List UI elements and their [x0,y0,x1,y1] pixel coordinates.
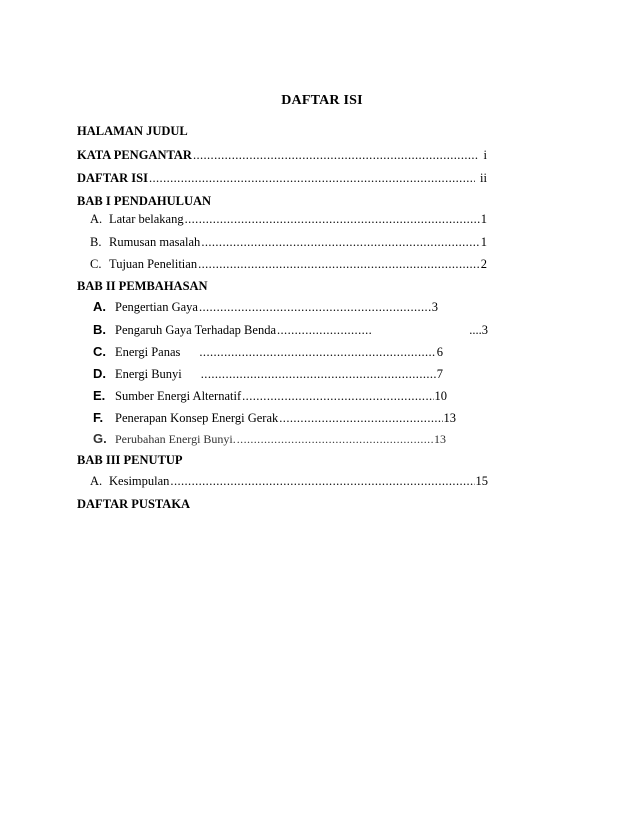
toc-chapter-label: BAB II PEMBAHASAN [77,279,208,293]
toc-leader-dots [198,256,480,272]
toc-item-label: Latar belakang [109,212,184,226]
toc-label: DAFTAR ISI [77,171,148,185]
toc-entry-daftar-isi [77,170,487,186]
toc-item [93,322,488,338]
toc-item-letter: C. [93,344,106,359]
toc-item-letter: A. [93,299,106,314]
toc-chapter-bab1 [77,193,211,209]
page-title: DAFTAR ISI [281,93,363,108]
toc-item-label: Perubahan Energi Bunyi. [115,432,236,446]
toc-item-label: Tujuan Penelitian [109,257,198,271]
toc-item [93,388,447,404]
toc-item [90,234,487,250]
toc-item-label: Penerapan Konsep Energi Gerak [115,411,279,425]
toc-entry-halaman-judul [77,123,188,139]
toc-leader-dots [193,147,479,163]
toc-item-letter: A. [90,212,103,226]
toc-page-number: 7 [436,367,443,381]
toc-chapter-label: BAB III PENUTUP [77,453,183,467]
toc-item-label: Rumusan masalah [109,235,201,249]
toc-page-number: 10 [434,389,447,403]
toc-page-number: i [483,148,487,162]
toc-item-letter: B. [90,235,102,249]
toc-item-label: Kesimpulan [109,474,170,488]
toc-page-number: ii [480,171,487,185]
toc-chapter-bab2 [77,278,208,294]
toc-page-number: 2 [480,257,487,271]
toc-item-letter: D. [93,366,106,381]
toc-item-letter: G. [93,431,107,446]
toc-leader-dots [277,322,373,338]
toc-item-label: Energi Panas [115,345,181,359]
toc-item-letter: E. [93,388,106,403]
toc-item [93,410,456,426]
toc-leader-dots [199,344,435,360]
toc-page-number: 3 [431,300,438,314]
toc-entry-daftar-pustaka [77,496,190,512]
toc-chapter-label: BAB I PENDAHULUAN [77,194,212,208]
toc-item [90,256,487,272]
toc-item [93,299,438,315]
toc-item [90,473,488,489]
toc-item-letter: F. [93,410,104,425]
toc-item-label: Pengertian Gaya [115,300,198,314]
toc-page-number: 6 [436,345,443,359]
toc-item [93,431,446,447]
toc-page-number: 15 [475,474,488,488]
toc-entry-kata-pengantar [77,147,487,163]
toc-page-number: 13 [443,411,456,425]
toc-item [93,366,443,382]
toc-item-letter: B. [93,322,106,337]
toc-item [93,344,443,360]
toc-leader-dots [199,299,431,315]
toc-leader-dots [149,170,475,186]
toc-page-number: ....3 [469,323,488,337]
toc-item-letter: A. [90,474,103,488]
toc-label: DAFTAR PUSTAKA [77,497,191,511]
toc-item-label: Energi Bunyi [115,367,182,381]
toc-leader-dots [279,410,442,426]
toc-page-number: 1 [480,212,487,226]
toc-leader-dots [237,431,433,447]
toc-leader-dots [185,211,480,227]
toc-item-letter: C. [90,257,102,271]
toc-item [90,211,487,227]
toc-item-label: Sumber Energi Alternatif [115,389,242,403]
toc-chapter-bab3 [77,452,183,468]
toc-page-number: 1 [480,235,487,249]
toc-page-number: 13 [434,432,446,446]
toc-label: HALAMAN JUDUL [77,124,188,138]
toc-leader-dots [201,366,436,382]
toc-leader-dots [170,473,474,489]
toc-item-label: Pengaruh Gaya Terhadap Benda [115,323,276,337]
toc-label: KATA PENGANTAR [77,148,192,162]
toc-leader-dots [201,234,479,250]
toc-leader-dots [242,388,433,404]
